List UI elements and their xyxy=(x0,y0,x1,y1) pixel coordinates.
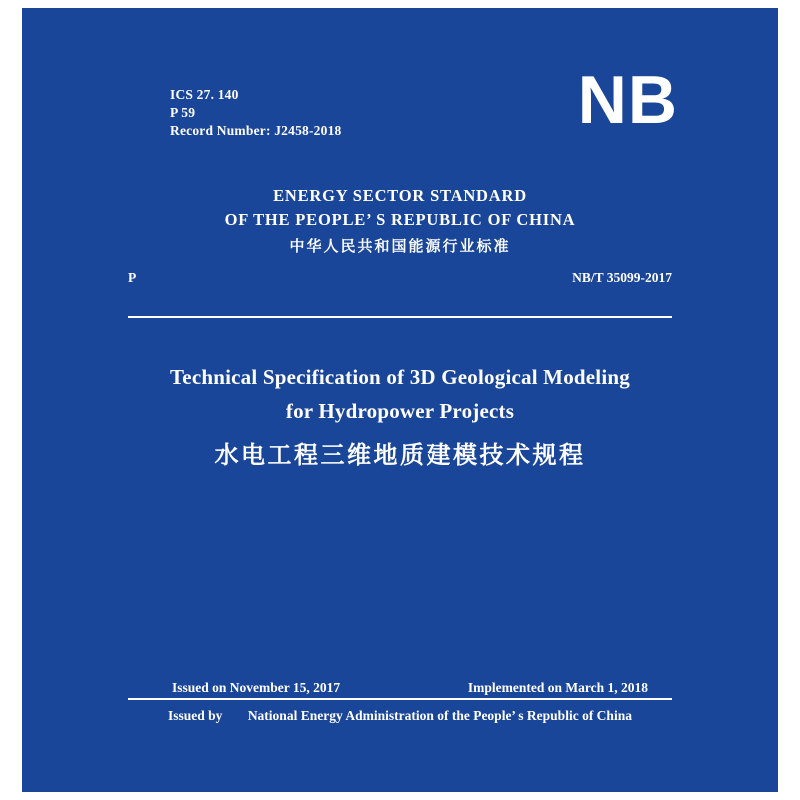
divider-bottom xyxy=(128,698,672,700)
record-number: Record Number: J2458-2018 xyxy=(170,123,342,138)
classification-code: P 59 xyxy=(170,105,196,120)
standard-cover-page xyxy=(22,8,778,792)
issuer-label: Issued by xyxy=(168,708,223,723)
title-english-line2: for Hydropower Projects xyxy=(285,399,515,423)
standard-number: NB/T 35099-2017 xyxy=(572,270,672,285)
identification-block xyxy=(170,86,341,140)
standard-heading-line1: ENERGY SECTOR STANDARD xyxy=(273,186,527,205)
title-chinese: 水电工程三维地质建模技术规程 xyxy=(214,443,586,469)
implemented-date: Implemented on March 1, 2018 xyxy=(467,680,648,695)
standard-heading-line2: OF THE PEOPLE’ S REPUBLIC OF CHINA xyxy=(224,210,576,229)
title-block xyxy=(82,360,718,478)
issuer-row xyxy=(22,708,778,724)
issuer-organization: National Energy Administration of the People’ s Republic of China xyxy=(247,708,632,723)
standard-heading xyxy=(22,184,778,262)
classification-letter: P xyxy=(128,270,137,285)
divider-top xyxy=(128,316,672,318)
ics-number: ICS 27. 140 xyxy=(170,87,239,102)
title-english-line1: Technical Specification of 3D Geological Modeling xyxy=(170,365,630,389)
dates-row xyxy=(172,680,648,696)
code-row xyxy=(128,270,672,286)
standard-heading-chinese: 中华人民共和国能源行业标准 xyxy=(289,239,511,255)
issued-date: Issued on November 15, 2017 xyxy=(172,680,341,695)
nb-logo: NB xyxy=(577,62,678,138)
